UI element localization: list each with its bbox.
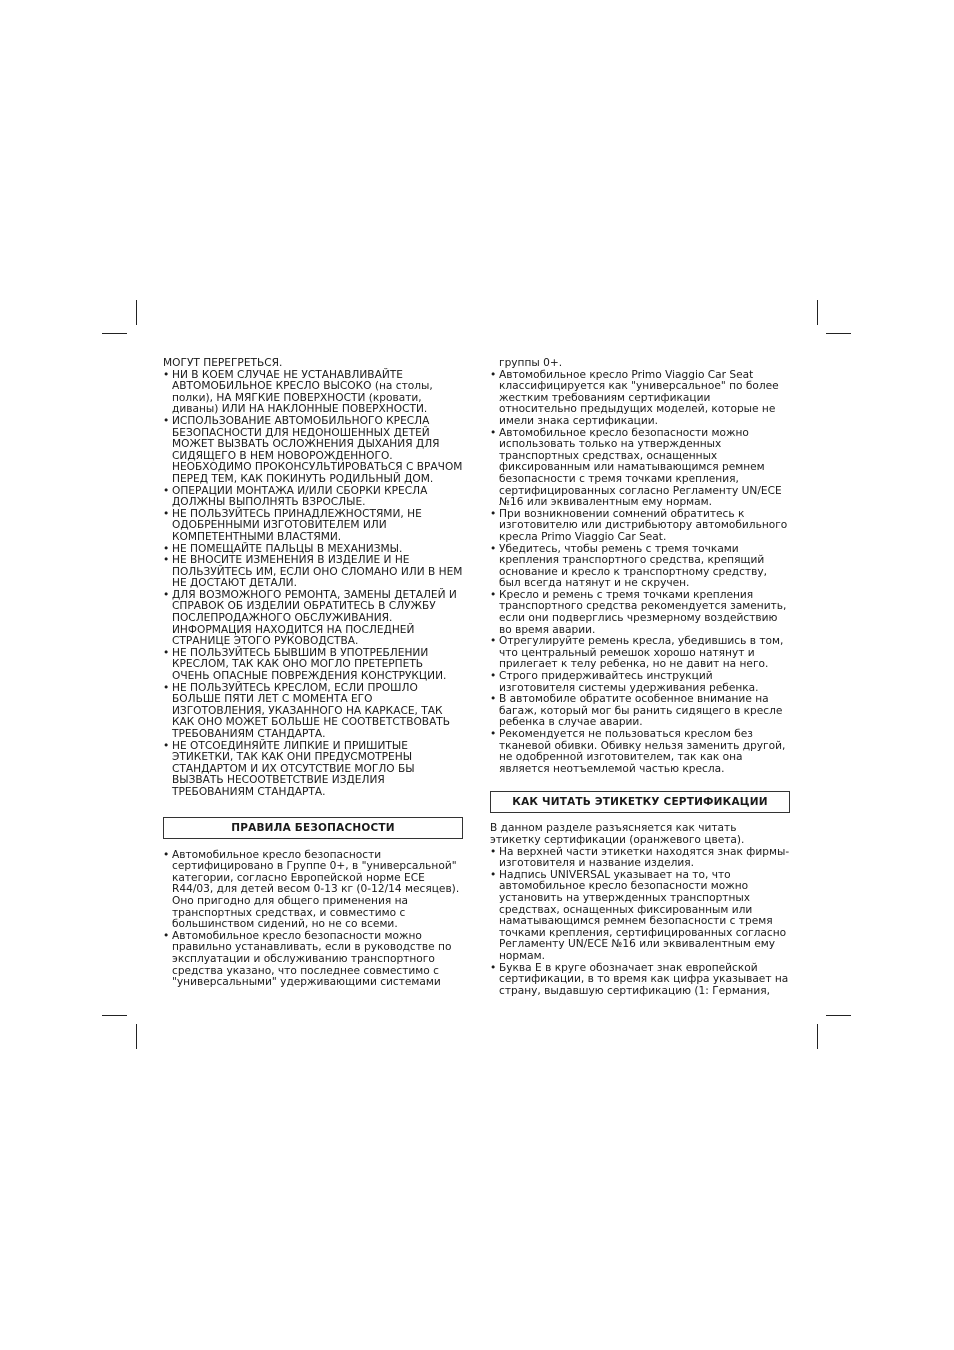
warnings-list — [163, 370, 463, 799]
warning-item: • НИ В КОЕМ СЛУЧАЕ НЕ УСТАНАВЛИВАЙТЕ АВТОМОБИЛЬНОЕ КРЕСЛО ВЫСОКО (на столы, полки), НА МЯГКИЕ ПОВЕРХНОСТИ (кровати, диваны) ИЛИ НА НАКЛОННЫЕ ПОВЕРХНОСТИ. — [163, 370, 463, 416]
safety-item: • Автомобильное кресло безопасности сертифицировано в Группе 0+, в "универсальной" категории, согласно Европейской норме ECE R44/03, для детей весом 0-13 кг (0-12/14 месяцев). Оно пригодно для общего применения на транспортных средствах, и совместимо с большинством сидений, но не со всеми. — [163, 850, 463, 931]
warning-item: • ИСПОЛЬЗОВАНИЕ АВТОМОБИЛЬНОГО КРЕСЛА БЕЗОПАСНОСТИ ДЛЯ НЕДОНОШЕННЫХ ДЕТЕЙ МОЖЕТ ВЫЗВАТЬ ОСЛОЖНЕНИЯ ДЫХАНИЯ ДЛЯ СИДЯЩЕГО В НЕМ НОВОРОЖДЕННОГО. НЕОБХОДИМО ПРОКОНСУЛЬТИРОВАТЬСЯ С ВРАЧОМ ПЕРЕД ТЕМ, КАК ПОКИНУТЬ РОДИЛЬНЫЙ ДОМ. — [163, 416, 463, 486]
warning-item: • ДЛЯ ВОЗМОЖНОГО РЕМОНТА, ЗАМЕНЫ ДЕТАЛЕЙ И СПРАВОК ОБ ИЗДЕЛИИ ОБРАТИТЕСЬ В СЛУЖБУ ПОСЛЕПРОДАЖНОГО ОБСЛУЖИВАНИЯ. ИНФОРМАЦИЯ НАХОДИТСЯ НА ПОСЛЕДНЕЙ СТРАНИЦЕ ЭТОГО РУКОВОДСТВА. — [163, 590, 463, 648]
safety-item: • Отрегулируйте ремень кресла, убедившись в том, что центральный ремешок хорошо натянут и прилегает к телу ребенка, но не давит на него. — [490, 636, 790, 671]
warning-item: • НЕ ВНОСИТЕ ИЗМЕНЕНИЯ В ИЗДЕЛИЕ И НЕ ПОЛЬЗУЙТЕСЬ ИМ, ЕСЛИ ОНО СЛОМАНО ИЛИ В НЕМ НЕ ДОСТАЮТ ДЕТАЛИ. — [163, 555, 463, 590]
certification-intro: В данном разделе разъясняется как читать этикетку сертификации (оранжевого цвета). — [490, 822, 745, 846]
certification-item: • Буква Е в круге обозначает знак европейской сертификации, в то время как цифра указывает на страну, выдавшую сертификацию (1: Германия, — [490, 963, 790, 998]
crop-mark-top-right-horizontal — [826, 333, 851, 334]
continuation-text: группы 0+. — [499, 357, 563, 369]
safety-item: • Автомобильное кресло безопасности можно правильно устанавливать, если в руководстве по эксплуатации и обслуживанию транспортного средства указано, что последнее совместимо с "универсальными" удерживающими системами — [163, 931, 463, 989]
crop-mark-bottom-left-vertical — [136, 1024, 137, 1049]
safety-item: • Рекомендуется не пользоваться креслом без тканевой обивки. Обивку нельзя заменить другой, не одобренной изготовителем, так как она является неотъемлемой частью кресла. — [490, 729, 790, 775]
certification-item: • На верхней части этикетки находятся знак фирмы-изготовителя и название изделия. — [490, 847, 790, 870]
crop-mark-top-left-vertical — [136, 300, 137, 325]
warning-item: • ОПЕРАЦИИ МОНТАЖА И/ИЛИ СБОРКИ КРЕСЛА ДОЛЖНЫ ВЫПОЛНЯТЬ ВЗРОСЛЫЕ. — [163, 486, 463, 509]
left-column — [163, 358, 463, 989]
safety-item: • Убедитесь, чтобы ремень с тремя точками крепления транспортного средства, крепящий основание и кресло к транспортному средству, был всегда натянут и не скручен. — [490, 544, 790, 590]
certification-list — [490, 847, 790, 998]
warning-item: • НЕ ПОЛЬЗУЙТЕСЬ ПРИНАДЛЕЖНОСТЯМИ, НЕ ОДОБРЕННЫМИ ИЗГОТОВИТЕЛЕМ ИЛИ КОМПЕТЕНТНЫМИ ВЛАСТЯМИ. — [163, 509, 463, 544]
crop-mark-top-right-vertical — [817, 300, 818, 325]
crop-mark-bottom-right-vertical — [817, 1024, 818, 1049]
safety-rules-list-continued — [490, 370, 790, 776]
warning-item: • НЕ ПОЛЬЗУЙТЕСЬ БЫВШИМ В УПОТРЕБЛЕНИИ КРЕСЛОМ, ТАК КАК ОНО МОГЛО ПРЕТЕРПЕТЬ ОЧЕНЬ ОПАСНЫЕ ПОВРЕЖДЕНИЯ КОНСТРУКЦИИ. — [163, 648, 463, 683]
crop-mark-bottom-right-horizontal — [826, 1015, 851, 1016]
safety-item: • Автомобильное кресло безопасности можно использовать только на утвержденных транспортных средствах, оснащенных фиксированным или наматывающимся ремнем безопасности с тремя точками крепления, сертифицированных согласно Регламенту UN/ECE №16 или эквивалентным ему нормам. — [490, 428, 790, 509]
right-column — [490, 358, 790, 997]
safety-item: • Автомобильное кресло Primo Viaggio Car Seat классифицируется как "универсальное" по более жестким требованиям сертификации относительно предыдущих моделей, которые не имели знака сертификации. — [490, 370, 790, 428]
intro-text: МОГУТ ПЕРЕГРЕТЬСЯ. — [163, 357, 283, 369]
warning-item: • НЕ ПОМЕЩАЙТЕ ПАЛЬЦЫ В МЕХАНИЗМЫ. — [163, 544, 463, 556]
safety-item: • При возникновении сомнений обратитесь к изготовителю или дистрибьютору автомобильного кресла Primo Viaggio Car Seat. — [490, 509, 790, 544]
safety-item: • Кресло и ремень с тремя точками крепления транспортного средства рекомендуется заменить, если они подверглись чрезмерному воздействию во время аварии. — [490, 590, 790, 636]
certification-label-heading: КАК ЧИТАТЬ ЭТИКЕТКУ СЕРТИФИКАЦИИ — [490, 791, 790, 813]
safety-rules-list — [163, 850, 463, 989]
safety-item: • Строго придерживайтесь инструкций изготовителя системы удерживания ребенка. — [490, 671, 790, 694]
crop-mark-top-left-horizontal — [102, 333, 127, 334]
warning-item: • НЕ ПОЛЬЗУЙТЕСЬ КРЕСЛОМ, ЕСЛИ ПРОШЛО БОЛЬШЕ ПЯТИ ЛЕТ С МОМЕНТА ЕГО ИЗГОТОВЛЕНИЯ, УКАЗАННОГО НА КАРКАСЕ, ТАК КАК ОНО МОЖЕТ БОЛЬШЕ НЕ СООТВЕТСТВОВАТЬ ТРЕБОВАНИЯМ СТАНДАРТА. — [163, 683, 463, 741]
safety-rules-heading: ПРАВИЛА БЕЗОПАСНОСТИ — [163, 817, 463, 839]
certification-item: • Надпись UNIVERSAL указывает на то, что автомобильное кресло безопасности можно установить на утвержденных транспортных средствах, оснащенных фиксированным или наматывающимся ремнем безопасности с тремя точками крепления, сертифицированных согласно Регламенту UN/ECE №16 или эквивалентным ему нормам. — [490, 870, 790, 963]
crop-mark-bottom-left-horizontal — [102, 1015, 127, 1016]
safety-item: • В автомобиле обратите особенное внимание на багаж, который мог бы ранить сидящего в кресле ребенка в случае аварии. — [490, 694, 790, 729]
warning-item: • НЕ ОТСОЕДИНЯЙТЕ ЛИПКИЕ И ПРИШИТЫЕ ЭТИКЕТКИ, ТАК КАК ОНИ ПРЕДУСМОТРЕНЫ СТАНДАРТОМ И ИХ ОТСУТСТВИЕ МОГЛО БЫ ВЫЗВАТЬ НЕСООТВЕТСТВИЕ ИЗДЕЛИЯ ТРЕБОВАНИЯМ СТАНДАРТА. — [163, 741, 463, 799]
